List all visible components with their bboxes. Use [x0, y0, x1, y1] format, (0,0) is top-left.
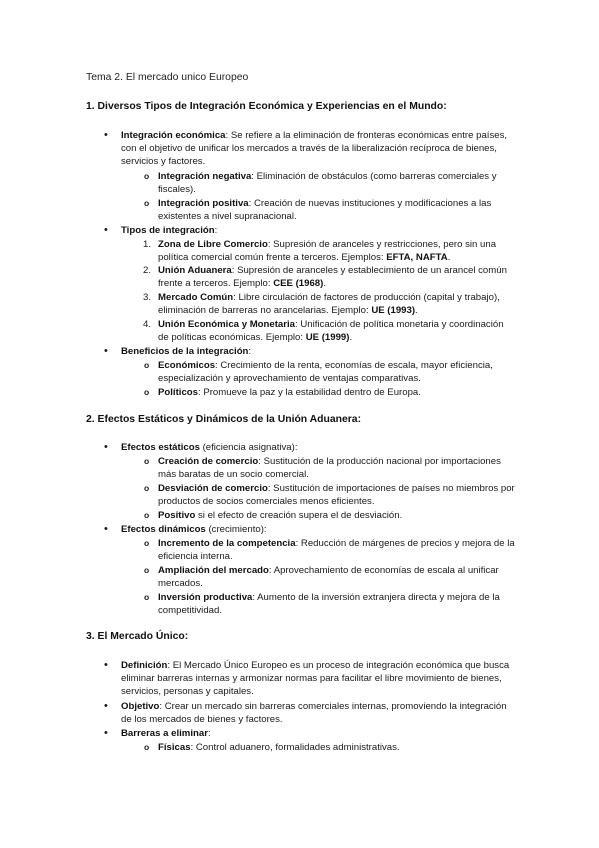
- list-item: Creación de comercio: Sustitución de la producción nacional por importaciones más baratas de un socio comercial.: [158, 456, 501, 480]
- bullet-icon: [104, 224, 108, 237]
- circle-bullet-icon: [144, 564, 149, 577]
- list-item: Efectos estáticos (eficiencia asignativa):: [121, 442, 298, 453]
- list-item: Unión Aduanera: Supresión de aranceles y establecimiento de un arancel común frente a terceros. Ejemplo: CEE (1968).: [158, 265, 507, 289]
- list-item: Políticos: Promueve la paz y la estabilidad dentro de Europa.: [158, 387, 421, 398]
- list-item: Económicos: Crecimiento de la renta, economías de escala, mayor eficiencia, especialización y aprovechamiento de ventajas comparativas.: [158, 360, 493, 384]
- list-item: Ampliación del mercado: Aprovechamiento de economías de escala al unificar mercados.: [158, 565, 499, 589]
- section-1-heading: 1. Diversos Tipos de Integración Económica y Experiencias en el Mundo:: [86, 101, 447, 112]
- bullet-icon: [104, 129, 108, 142]
- bullet-icon: [104, 523, 108, 536]
- list-item: Barreras a eliminar:: [121, 728, 211, 739]
- list-item: Mercado Común: Libre circulación de factores de producción (capital y trabajo), eliminación de barreras no arancelarias. Ejemplo: UE (1993).: [158, 292, 500, 316]
- circle-bullet-icon: [144, 359, 149, 372]
- list-item: Positivo si el efecto de creación supera el de desviación.: [158, 510, 403, 521]
- circle-bullet-icon: [144, 197, 149, 210]
- list-item: Objetivo: Crear un mercado sin barreras comerciales internas, promoviendo la integración de los mercados de bienes y factores.: [121, 701, 507, 725]
- list-number: 1.: [142, 239, 151, 250]
- list-number: 2.: [142, 265, 151, 276]
- bullet-icon: [104, 345, 108, 358]
- list-item: Incremento de la competencia: Reducción de márgenes de precios y mejora de la eficiencia interna.: [158, 538, 515, 562]
- list-item: Desviación de comercio: Sustitución de importaciones de países no miembros por productos de socios comerciales menos eficientes.: [158, 483, 515, 507]
- list-item: Zona de Libre Comercio: Supresión de aranceles y restricciones, pero sin una política comercial común frente a terceros. Ejemplos: EFTA, NAFTA.: [158, 239, 497, 263]
- document-title: Tema 2. El mercado unico Europeo: [86, 72, 249, 83]
- section-2-heading: 2. Efectos Estáticos y Dinámicos de la Unión Aduanera:: [86, 414, 362, 425]
- list-item: Efectos dinámicos (crecimiento):: [121, 524, 267, 535]
- list-item: Inversión productiva: Aumento de la inversión extranjera directa y mejora de la competitividad.: [158, 592, 500, 616]
- bullet-icon: [104, 441, 108, 454]
- list-item: Integración económica: Se refiere a la eliminación de fronteras económicas entre países, con el objetivo de unificar los mercados a través de la liberalización recíproca de bienes, servicios y factores.: [121, 130, 508, 167]
- list-item: Integración negativa: Eliminación de obstáculos (como barreras comerciales y fiscales).: [158, 171, 497, 195]
- circle-bullet-icon: [144, 482, 149, 495]
- circle-bullet-icon: [144, 170, 149, 183]
- section-3-heading: 3. El Mercado Único:: [86, 631, 189, 642]
- list-number: 3.: [142, 292, 151, 303]
- circle-bullet-icon: [144, 591, 149, 604]
- bullet-icon: [104, 727, 108, 740]
- circle-bullet-icon: [144, 386, 149, 399]
- bullet-icon: [104, 700, 108, 713]
- circle-bullet-icon: [144, 537, 149, 550]
- bullet-icon: [104, 659, 108, 672]
- list-item: Físicas: Control aduanero, formalidades administrativas.: [158, 742, 400, 753]
- circle-bullet-icon: [144, 741, 149, 754]
- list-item: Integración positiva: Creación de nuevas instituciones y modificaciones a las existentes a nivel supranacional.: [158, 198, 492, 222]
- list-item: Definición: El Mercado Único Europeo es un proceso de integración económica que busca eliminar barreras internas y armonizar normas para facilitar el libre movimiento de bienes, servicios, personas y capitales.: [121, 660, 510, 697]
- list-number: 4.: [142, 319, 151, 330]
- list-item: Beneficios de la integración:: [121, 346, 252, 357]
- list-item: Tipos de integración:: [121, 225, 218, 236]
- circle-bullet-icon: [144, 509, 149, 522]
- list-item: Unión Económica y Monetaria: Unificación de política monetaria y coordinación de políticas económicas. Ejemplo: UE (1999).: [158, 319, 504, 343]
- circle-bullet-icon: [144, 455, 149, 468]
